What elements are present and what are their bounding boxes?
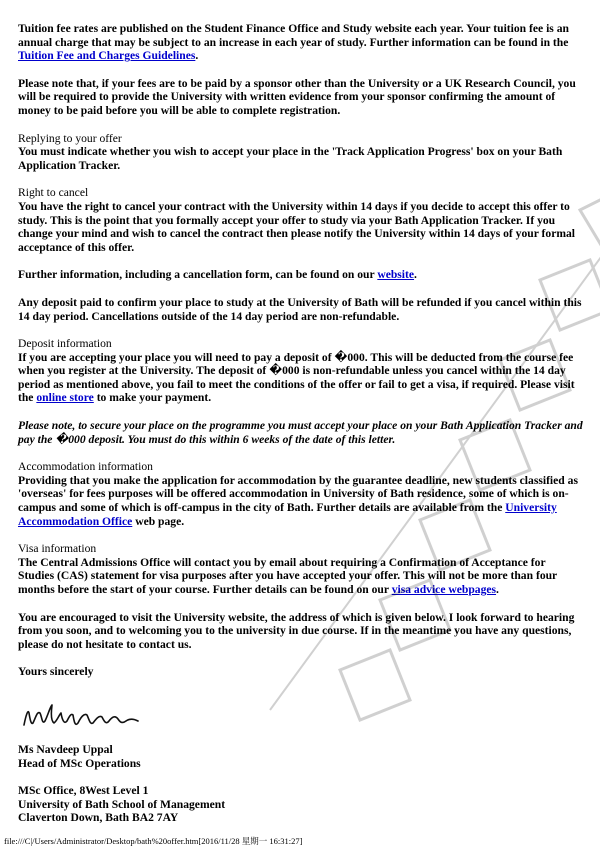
letter-body (18, 22, 584, 825)
signature (18, 691, 584, 735)
replying-heading: Replying to your offer (18, 131, 122, 145)
accommodation-office-link[interactable]: University Accommodation Office (18, 501, 557, 528)
cancel-heading: Right to cancel (18, 186, 89, 200)
online-store-link[interactable]: online store (36, 391, 94, 405)
deposit-section: Deposit information If you are accepting your place you will need to pay a deposit of �000. This will be deducted from the course fee when you register at the University. The deposit of �000 is non-refundable unless you cancel within the 14 day period as mentioned above, you fail to meet the conditions of the offer or fail to get a visa, if required. Please visit the online store to make your payment. (18, 337, 584, 405)
website-link[interactable]: website (377, 268, 415, 282)
cancel-section: Right to cancel You have the right to cancel your contract with the University within 14 days if you decide to accept this offer to study. This is the point that you formally accept your offer to study via your Bath Application Tracker. If you change your mind and wish to cancel the contract then please notify the University within 14 days of your formal acceptance of this offer. (18, 186, 584, 254)
signoff: Yours sincerely (18, 665, 94, 679)
signature-icon (18, 691, 178, 735)
signatory-name: Ms Navdeep Uppal (18, 742, 113, 756)
address-line-1: MSc Office, 8West Level 1 (18, 784, 149, 798)
further-info-paragraph: Further information, including a cancellation form, can be found on our website. (18, 268, 417, 282)
signatory-block (18, 743, 584, 770)
refund-paragraph: Any deposit paid to confirm your place to study at the University of Bath will be refunded if you cancel within this 14 day period. Cancellations outside of the 14 day period are non-refundable. (18, 295, 582, 323)
tuition-paragraph: Tuition fee rates are published on the Student Finance Office and Study website each year. Your tuition fee is an annual charge that may be subject to an increase in each year of study. Further information can be found in the Tuition Fee and Charges Guidelines. (18, 22, 569, 63)
deposit-note: Please note, to secure your place on the programme you must accept your place on your Bath Application Tracker and pay the �000 deposit. You must do this within 6 weeks of the date of this letter. (18, 419, 583, 446)
replying-section: Replying to your offer You must indicate whether you wish to accept your place in the 'Track Application Progress' box on your Bath Application Tracker. (18, 132, 584, 173)
signatory-title: Head of MSc Operations (18, 756, 141, 770)
sponsor-paragraph: Please note that, if your fees are to be paid by a sponsor other than the University or a UK Research Council, you will be required to provide the University with written evidence from your sponsor confirming the amount of money to be paid before you will be able to complete registration. (18, 76, 576, 117)
file-path-footer: file:///C|/Users/Administrator/Desktop/bath%20offer.htm[2016/11/28 星期一 16:31:27] (4, 836, 303, 846)
address-block (18, 784, 584, 825)
visa-heading: Visa information (18, 542, 97, 556)
visa-section: Visa information The Central Admissions Office will contact you by email about requiring a Confirmation of Acceptance for Studies (CAS) statement for visa purposes after you have accepted your offer. This will not be more than four months before the start of your course. Further details can be found on our visa advice webpages. (18, 542, 584, 596)
deposit-heading: Deposit information (18, 337, 112, 351)
address-line-3: Claverton Down, Bath BA2 7AY (18, 811, 179, 825)
visa-advice-link[interactable]: visa advice webpages (391, 583, 497, 596)
tuition-fee-guidelines-link[interactable]: Tuition Fee and Charges Guidelines (18, 49, 196, 63)
accommodation-section: Accommodation information Providing that you make the application for accommodation by the guarantee deadline, new students classified as 'overseas' for fees purposes will be offered accommodation in University of Bath residence, some of which is on-campus and some of which is off-campus in the city of Bath. Further details are available from the University Accommodation Office web page. (18, 460, 584, 528)
closing-paragraph: You are encouraged to visit the University website, the address of which is given below. I look forward to hearing from you soon, and to welcoming you to the university in due course. If in the meantime you have any questions, please do not hesitate to contact us. (18, 610, 575, 651)
accommodation-heading: Accommodation information (18, 460, 153, 474)
address-line-2: University of Bath School of Management (18, 797, 226, 811)
